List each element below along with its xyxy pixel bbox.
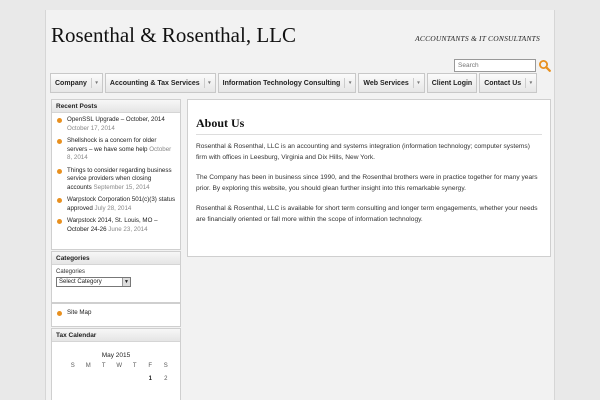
sitemap-link[interactable]: Site Map (67, 309, 92, 316)
nav-web-services[interactable] (358, 73, 424, 93)
calendar-day: 2 (164, 376, 168, 382)
nav-label: Accounting & Tax Services (109, 79, 200, 87)
main-content (187, 99, 551, 257)
search-button[interactable] (538, 59, 551, 72)
widget-title: Recent Posts (52, 100, 180, 113)
post-date: October 8, 2014 (67, 145, 172, 161)
bullet-icon (57, 139, 62, 144)
list-item (56, 116, 177, 133)
tax-calendar-widget (51, 328, 181, 400)
bullet-icon (57, 219, 62, 224)
categories-widget (51, 251, 181, 303)
nav-label: Information Technology Consulting (222, 79, 341, 87)
bullet-icon (57, 311, 62, 316)
calendar-day[interactable]: 1 (148, 376, 152, 382)
page-container (45, 10, 555, 400)
calendar-day (127, 376, 143, 382)
page-title: About Us (196, 100, 542, 135)
weekday: M (85, 363, 91, 369)
nav-company[interactable] (50, 73, 103, 93)
main-navigation (50, 73, 539, 95)
calendar-weekdays (52, 363, 180, 369)
content-paragraph: The Company has been in business since 1990, and the Rosenthal brothers were in practice together for many years prior. By exploring this website, you should glean further insight into this remarkable synergy. (196, 174, 538, 192)
chevron-down-icon: ▼ (122, 278, 130, 286)
list-item (56, 137, 177, 163)
calendar-month: May 2015 (101, 352, 131, 359)
post-link[interactable]: Things to consider regarding business service providers when closing accounts (67, 166, 172, 191)
post-date: July 28, 2014 (94, 204, 132, 212)
post-date: June 23, 2014 (108, 225, 148, 233)
category-select[interactable] (56, 277, 131, 287)
widget-title: Categories (52, 252, 180, 265)
content-paragraph: Rosenthal & Rosenthal, LLC is an accounting and systems integration (information technology; computer systems) firm with offices in Leesburg, Virginia and Dix Hills, New York. (196, 143, 530, 161)
list-item (56, 309, 177, 318)
search-input[interactable] (454, 59, 536, 72)
chevron-down-icon: ▾ (413, 78, 420, 88)
search-icon (538, 59, 551, 72)
weekday: S (70, 363, 75, 369)
recent-posts-widget (51, 99, 181, 250)
chevron-down-icon: ▾ (204, 78, 211, 88)
weekday: T (101, 363, 106, 369)
post-date: September 15, 2014 (93, 183, 150, 191)
list-item (56, 196, 177, 213)
calendar-day (96, 376, 112, 382)
site-tagline: ACCOUNTANTS & IT CONSULTANTS (415, 34, 540, 43)
post-link[interactable]: Warpstock Corporation 501(c)(3) status approved (67, 196, 176, 212)
weekday: S (163, 363, 168, 369)
bullet-icon (57, 198, 62, 203)
widget-title: Tax Calendar (52, 329, 180, 342)
nav-contact-us[interactable] (479, 73, 537, 93)
nav-label: Contact Us (484, 79, 522, 87)
post-link[interactable]: Warpstock 2014, St. Louis, MO – October 24-26 (67, 217, 158, 233)
weekday: W (116, 363, 123, 369)
post-link[interactable]: OpenSSL Upgrade – October, 2014 (67, 116, 165, 123)
calendar-week (52, 376, 180, 382)
chevron-down-icon: ▾ (344, 78, 351, 88)
nav-client-login[interactable] (427, 73, 477, 93)
nav-it-consulting[interactable] (218, 73, 357, 93)
calendar-day (81, 376, 97, 382)
list-item (56, 217, 177, 234)
calendar-day (65, 376, 81, 382)
calendar-day (112, 376, 128, 382)
site-title[interactable]: Rosenthal & Rosenthal, LLC (51, 23, 296, 47)
chevron-down-icon: ▾ (91, 78, 98, 88)
content-paragraph: Rosenthal & Rosenthal, LLC is available for short term consulting and longer term engagements, whether your needs are financially oriented or fall more within the scope of information technology. (196, 205, 538, 223)
nav-label: Web Services (363, 79, 409, 87)
category-select-value: Select Category (59, 279, 102, 285)
bullet-icon (57, 118, 62, 123)
nav-label: Client Login (431, 79, 473, 87)
nav-accounting-tax[interactable] (105, 73, 216, 93)
nav-label: Company (55, 79, 87, 87)
weekday: T (132, 363, 137, 369)
list-item (56, 167, 177, 193)
weekday: F (148, 363, 153, 369)
bullet-icon (57, 169, 62, 174)
post-date: October 17, 2014 (67, 124, 115, 132)
categories-label: Categories (56, 269, 86, 275)
chevron-down-icon: ▾ (525, 78, 532, 88)
post-link[interactable]: Shellshock is a concern for older servers – we have some help (67, 137, 157, 153)
sitemap-list (52, 304, 180, 324)
sitemap-widget (51, 303, 181, 327)
recent-posts-list (52, 113, 180, 240)
